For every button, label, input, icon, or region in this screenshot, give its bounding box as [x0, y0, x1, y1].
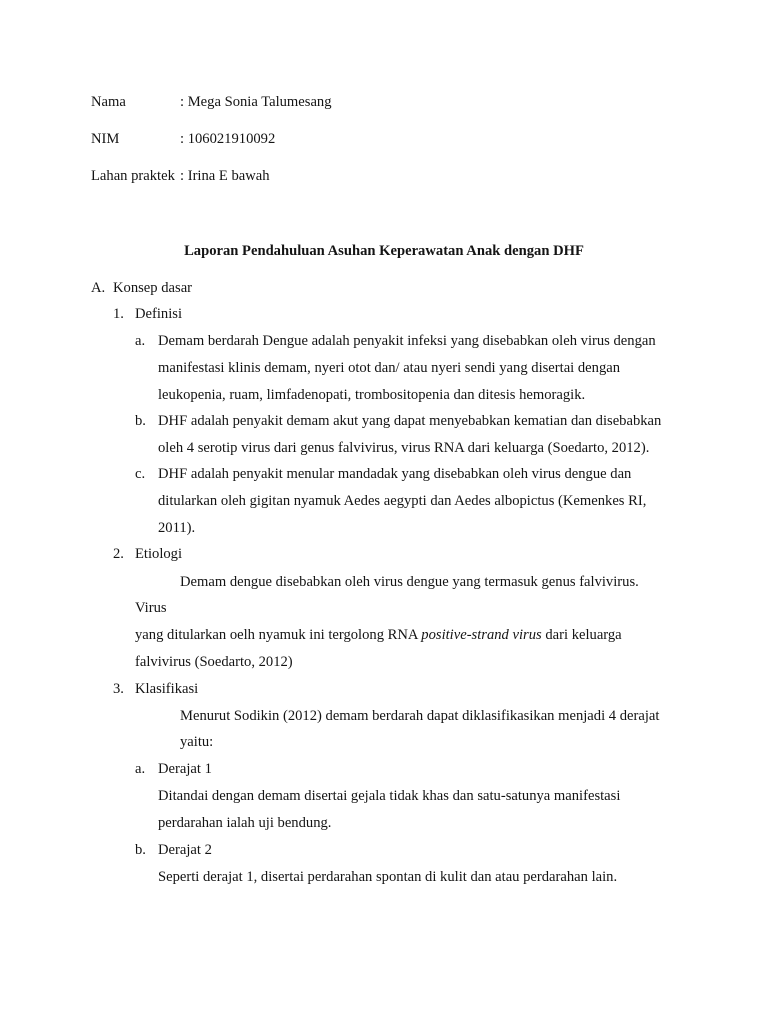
derajat2-marker: b.	[135, 842, 146, 858]
section-a-heading: Konsep dasar	[113, 280, 193, 296]
definisi-b-marker: b.	[135, 413, 146, 429]
lahan-label: Lahan praktek	[91, 168, 175, 184]
name-label: Nama	[91, 94, 126, 110]
definisi-c-line: ditularkan oleh gigitan nyamuk Aedes aegypti dan Aedes albopictus (Kemenkes RI,	[158, 493, 647, 509]
definisi-a-line: manifestasi klinis demam, nyeri otot dan/ atau nyeri sendi yang disertai dengan	[158, 360, 621, 376]
derajat1-text: Ditandai dengan demam disertai gejala tidak khas dan satu-satunya manifestasi	[158, 788, 621, 804]
definisi-c-line: DHF adalah penyakit menular mandadak yang disebabkan oleh virus dengue dan	[158, 466, 632, 482]
section-a-marker: A.	[91, 280, 106, 296]
definisi-a-line: leukopenia, ruam, limfadenopati, trombositopenia dan ditesis hemoragik.	[158, 387, 586, 403]
etiologi-text-italic: positive-strand virus	[421, 627, 542, 643]
name-value: : Mega Sonia Talumesang	[180, 94, 332, 110]
etiologi-marker: 2.	[113, 546, 124, 562]
klasifikasi-marker: 3.	[113, 681, 124, 697]
derajat1-label: Derajat 1	[158, 761, 212, 777]
definisi-c-line: 2011).	[158, 520, 196, 536]
definisi-b-line: oleh 4 serotip virus dari genus falvivirus, virus RNA dari keluarga (Soedarto, 2012).	[158, 440, 650, 456]
etiologi-text: falvivirus (Soedarto, 2012)	[135, 654, 293, 670]
nim-label: NIM	[91, 131, 120, 147]
etiologi-text	[135, 626, 622, 644]
etiologi-text: Virus	[135, 600, 167, 616]
definisi-c-marker: c.	[135, 466, 146, 482]
definisi-a-line: Demam berdarah Dengue adalah penyakit infeksi yang disebabkan oleh virus dengan	[158, 333, 656, 349]
etiologi-text: Demam dengue disebabkan oleh virus dengue yang termasuk genus falvivirus.	[180, 574, 639, 590]
nim-value: : 106021910092	[180, 131, 276, 147]
definisi-heading: Definisi	[135, 306, 183, 322]
derajat2-label: Derajat 2	[158, 842, 212, 858]
derajat2-text: Seperti derajat 1, disertai perdarahan spontan di kulit dan atau perdarahan lain.	[158, 869, 618, 885]
klasifikasi-intro: Menurut Sodikin (2012) demam berdarah dapat diklasifikasikan menjadi 4 derajat	[180, 708, 660, 724]
lahan-value: : Irina E bawah	[180, 168, 270, 184]
klasifikasi-intro: yaitu:	[180, 734, 214, 750]
document-title: Laporan Pendahuluan Asuhan Keperawatan Anak dengan DHF	[184, 243, 584, 259]
definisi-a-marker: a.	[135, 333, 146, 349]
derajat1-text: perdarahan ialah uji bendung.	[158, 815, 332, 831]
derajat1-marker: a.	[135, 761, 146, 777]
etiologi-heading: Etiologi	[135, 546, 183, 562]
definisi-b-line: DHF adalah penyakit demam akut yang dapat menyebabkan kematian dan disebabkan	[158, 413, 662, 429]
klasifikasi-heading: Klasifikasi	[135, 681, 199, 697]
etiologi-text-post: dari keluarga	[541, 627, 622, 643]
definisi-marker: 1.	[113, 306, 124, 322]
etiologi-text-pre: yang ditularkan oelh nyamuk ini tergolong RNA	[135, 627, 422, 643]
